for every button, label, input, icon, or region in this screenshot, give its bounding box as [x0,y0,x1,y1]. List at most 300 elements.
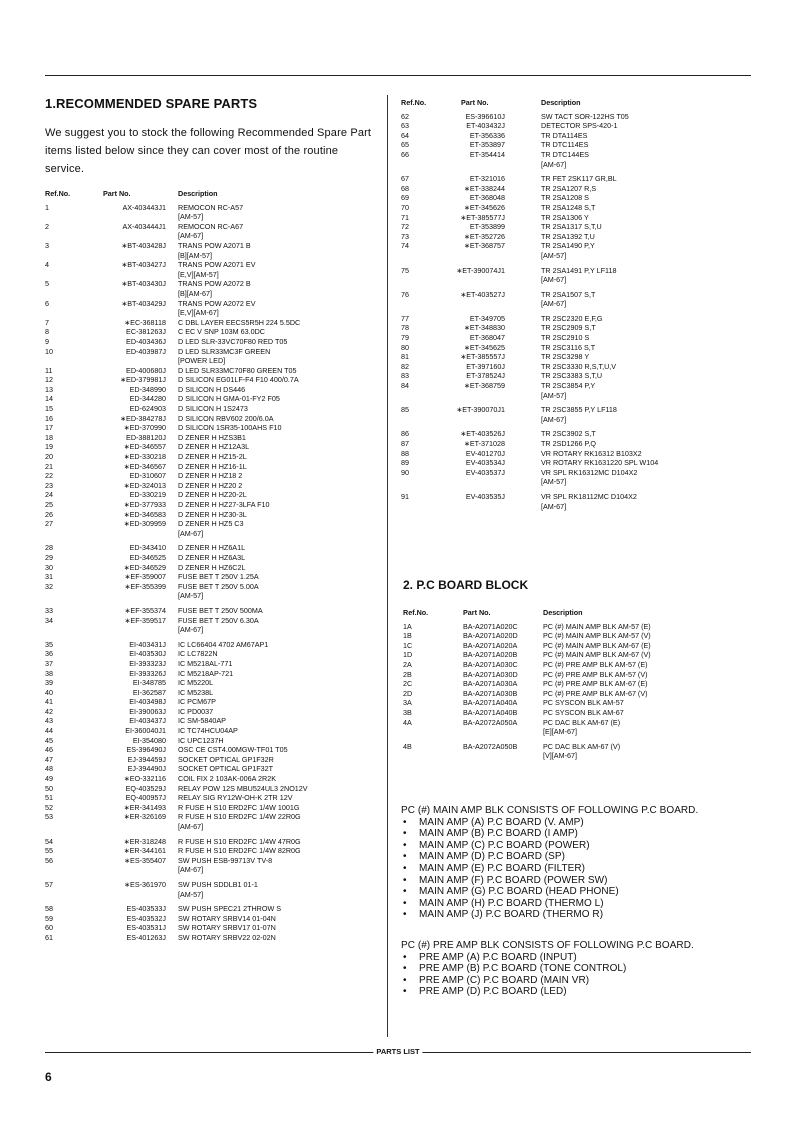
desc-cell: D ZENER H HZ15-2L [178,452,247,462]
ref-cell: 4 [45,260,49,270]
part-cell: BA-A2071A020D [463,631,518,641]
table-row [45,707,378,717]
table-row [45,837,378,847]
ref-cell: 87 [401,439,409,448]
table-row [45,510,378,520]
table-row [45,625,378,635]
table-row [403,708,743,718]
desc-cell: TR 2SC3330 R,S,T,U,V [541,361,617,371]
desc-cell: D ZENER H HZ6A1L [178,543,246,553]
table-row [401,468,751,478]
part-cell: ED-403987J [126,346,166,356]
table-row [401,429,751,439]
list-item: • MAIN AMP (C) P.C BOARD (POWER) [401,840,751,852]
ref-cell: 86 [401,429,409,439]
table-row [45,716,378,726]
part-cell: EC-381263J [126,327,166,337]
table-row [45,572,378,582]
desc-cell: PC (#) MAIN AMP BLK AM-57 (V) [543,631,651,641]
part-cell: BA-A2071A040B [463,707,518,717]
table-row [45,606,378,616]
table-row [45,563,378,573]
table-row [45,270,378,280]
table-row [45,543,378,553]
desc-cell: TR 2SA1491 P,Y LF118 [541,265,617,275]
desc-cell: C DBL LAYER EECS5R5H 224 5.5DC [178,317,301,327]
part-cell: EV-403537J [465,467,505,477]
table-row [45,462,378,472]
table-row [401,251,751,261]
part-cell: EI-403498J [129,697,166,707]
ref-cell: 2B [403,669,412,679]
part-cell: ∗ED-330218 [123,452,166,462]
part-cell: AX-403443J1 [122,202,166,212]
desc-cell: TR DTC114ES [541,140,589,150]
ref-cell: 69 [401,193,409,203]
ref-cell: 72 [401,222,409,232]
part-cell: ∗EO-332116 [123,774,166,784]
ref-cell: 75 [401,265,409,275]
desc-cell: TR 2SA1490 P,Y [541,241,595,251]
ref-cell: 26 [45,509,53,519]
desc-cell: RELAY POW 12S MBU524UL3 2NO12V [178,783,308,793]
table-row [401,275,751,285]
desc-cell: TRANS POW A2072 EV [178,298,256,308]
part-cell: ∗ET-385557J [460,352,505,362]
table-row [45,481,378,491]
ref-cell [45,591,77,601]
ref-cell: 14 [45,394,53,404]
table-row [403,679,743,689]
part-cell [77,308,166,318]
part-cell: ∗ED-346583 [123,509,166,519]
ref-cell: 1A [403,621,412,631]
part-cell: ∗ED-346529 [123,562,166,572]
part-cell: ED-343410 [129,543,166,553]
header-ref: Ref.No. [45,189,71,198]
table-row [401,160,751,170]
ref-cell: 40 [45,687,53,697]
table-row [401,193,751,203]
desc-cell: [E,V][AM-67] [178,308,219,318]
part-cell: ∗ET-368757 [463,241,505,251]
part-cell [433,251,505,261]
table-row [401,290,751,300]
desc-cell: D ZENER H HZ6A3L [178,552,246,562]
part-cell [77,529,166,539]
table-row [45,688,378,698]
list-item: • MAIN AMP (E) P.C BOARD (FILTER) [401,863,751,875]
table-row [403,622,743,632]
desc-cell: IC M5218AP-721 [178,668,234,678]
part-cell: ET-354414 [469,149,505,159]
table-row [45,822,378,832]
table-row [401,213,751,223]
desc-cell: [B][AM-67] [178,288,212,298]
desc-cell: FUSE BET T 250V 6.30A [178,615,259,625]
table-row [401,439,751,449]
part-cell: ∗EF-359517 [124,615,166,625]
part-cell: EI-354080 [132,735,166,745]
desc-cell: D ZENER H HZ27-3LFA F10 [178,500,270,509]
part-cell: ED-344280 [129,394,166,404]
table-row [45,222,378,232]
table-row [401,131,751,141]
desc-cell: IC SM-5840AP [178,716,226,726]
table-row [45,490,378,500]
desc-cell: SW PUSH SDDLB1 01-1 [178,879,258,889]
desc-cell: D ZENER H HZ16-1L [178,461,247,471]
section2-title: 2. P.C BOARD BLOCK [403,578,529,592]
table-row [45,433,378,443]
part-cell: EJ-394490J [127,764,166,774]
desc-cell: TR 2SA1306 Y [541,212,589,222]
part-cell: AX-403444J1 [122,221,166,231]
ref-cell: 91 [401,491,409,501]
table-row [401,492,751,502]
part-cell: ∗BT-403429J [121,298,166,308]
part-cell: ∗ER-341493 [123,802,166,812]
part-cell: ∗EF-355399 [124,581,166,591]
ref-cell: 79 [401,333,409,343]
table-row [403,718,743,728]
table-row [45,553,378,563]
part-cell: ET-397160J [466,361,505,371]
desc-cell: TR 2SC2910 S [541,333,590,343]
part-cell: ∗ES-361970 [124,879,166,889]
table-row [401,203,751,213]
table-row [45,347,378,357]
desc-cell: VR ROTARY RK1631220 SPL W104 [541,458,659,468]
desc-cell: [AM-67] [178,231,204,241]
desc-cell: TR DTA114ES [541,130,588,140]
part-cell: ∗ER-318248 [123,836,166,846]
ref-cell: 6 [45,298,49,308]
desc-cell: D SILICON H GMA-01-FY2 F05 [178,394,280,404]
desc-cell: IC PD0037 [178,706,214,716]
part-cell [433,415,505,425]
ref-cell [401,275,433,285]
header-desc: Description [541,98,581,107]
ref-cell: 37 [45,658,53,668]
table-row [401,502,751,512]
table-row [403,698,743,708]
part-cell: BA-A2071A040A [463,698,518,708]
part-cell: BA-A2071A030C [463,659,518,669]
ref-cell: 3A [403,698,412,708]
table-row [401,299,751,309]
ref-cell: 2 [45,221,49,231]
part-cell: EI-348785 [132,678,166,688]
table-row [401,405,751,415]
ref-cell [401,391,433,401]
ref-cell [403,751,463,761]
part-cell: BA-A2071A020A [463,640,518,650]
table-row [45,500,378,510]
ref-cell: 48 [45,764,53,774]
ref-cell: 12 [45,375,53,385]
desc-cell: D ZENER H HZ6C2L [178,562,246,572]
part-cell: EQ-400957J [125,793,166,803]
ref-cell: 81 [401,352,409,362]
ref-cell [45,625,77,635]
part-cell: ∗ET-338244 [463,183,505,193]
part-cell: ∗BT-403430J [121,279,166,289]
desc-cell: [AM-57] [541,390,567,400]
desc-cell: D LED SLR33MC3F GREEN [178,346,271,356]
ref-cell: 63 [401,121,409,131]
desc-cell: TR 2SC2909 S,T [541,323,596,333]
ref-cell: 28 [45,543,53,553]
ref-cell: 20 [45,452,53,462]
table-row [403,727,743,737]
desc-cell: [AM-57] [541,477,567,487]
ref-cell: 42 [45,706,53,716]
desc-cell: TR 2SC3298 Y [541,352,590,362]
ref-cell: 33 [45,605,53,615]
table-row [401,150,751,160]
section1-title: 1.RECOMMENDED SPARE PARTS [45,96,258,111]
part-cell: ES-403533J [126,904,166,914]
part-cell [77,356,166,366]
ref-cell: 34 [45,615,53,625]
desc-cell: D ZENER H HZ5 C3 [178,519,244,529]
desc-cell: VR SPL RK16312MC D104X2 [541,467,638,477]
ref-cell: 19 [45,442,53,452]
part-cell: ∗EC-368118 [124,317,166,327]
table-header [45,189,378,199]
ref-cell [403,727,463,737]
ref-cell: 66 [401,149,409,159]
part-cell: ∗ED-346567 [123,461,166,471]
table-row [403,670,743,680]
table-row [403,650,743,660]
desc-cell: TR 2SD1266 P,Q [541,439,596,448]
table-row [403,742,743,752]
ref-cell [401,299,433,309]
ref-cell: 82 [401,361,409,371]
ref-cell: 64 [401,130,409,140]
part-cell: ED-388120J [126,432,166,442]
desc-cell: FUSE BET T 250V 5.00A [178,581,259,591]
part-cell: ∗ER-344161 [123,846,166,856]
table-row [45,649,378,659]
desc-cell: PC (#) PRE AMP BLK AM-67 (V) [543,688,648,698]
part-cell [77,289,166,299]
part-cell: ED-400680J [126,365,166,375]
parts-table-right [401,98,751,511]
list-item: • PRE AMP (D) P.C BOARD (LED) [401,986,751,998]
part-cell: ED-310607 [129,471,166,481]
table-row [401,232,751,242]
desc-cell: IC LC66404 4702 AM67AP1 [178,639,269,649]
part-cell: ET-353897 [469,140,505,150]
ref-cell: 59 [45,913,53,923]
part-cell: ∗ED-346557 [123,442,166,452]
part-cell: ES-403532J [126,913,166,923]
table-row [401,352,751,362]
ref-cell: 88 [401,448,409,458]
desc-cell: FUSE BET T 250V 500MA [178,605,263,615]
part-cell: ∗EF-355374 [124,605,166,615]
part-cell: ∗ED-324013 [123,480,166,490]
part-cell: BA-A2071A020B [463,650,518,660]
desc-cell: D LED SLR33MC70F80 GREEN T05 [178,365,297,375]
desc-cell: D SILICON H 1S2473 [178,404,248,414]
table-row [45,923,378,933]
part-cell: ∗ET-345626 [463,202,505,212]
part-cell: ∗ER-326169 [123,812,166,822]
ref-cell: 80 [401,342,409,352]
main-amp-note [401,805,751,921]
part-cell: ED-348990 [129,384,166,394]
desc-cell: D ZENER H HZ12A3L [178,442,250,452]
part-cell: BA-A2071A030A [463,679,518,689]
desc-cell: PC (#) MAIN AMP BLK AM-67 (E) [543,640,651,650]
ref-cell: 2C [403,679,413,689]
header-part: Part No. [461,98,489,107]
header-part: Part No. [463,608,491,617]
part-cell: EJ-394459J [127,754,166,764]
desc-cell: TR 2SA1392 T,U [541,231,595,241]
desc-cell: IC UPC1237H [178,735,224,745]
table-row [45,640,378,650]
part-cell: EV-403534J [465,458,505,468]
ref-cell: 31 [45,572,53,582]
part-cell: EI-393326J [129,668,166,678]
desc-cell: IC M5218AL-771 [178,658,233,668]
desc-cell: TR 2SC3855 P,Y LF118 [541,405,617,415]
part-cell: BA-A2072A050B [463,741,518,751]
table-row [45,880,378,890]
part-cell: EI-360040J1 [125,726,166,736]
ref-cell: 27 [45,519,53,529]
part-cell: ES-403531J [126,923,166,933]
table-row [45,356,378,366]
desc-cell: REMOCON RC-A57 [178,202,244,212]
ref-cell [45,270,77,280]
table-row [45,260,378,270]
part-cell: BA-A2071A020C [463,621,518,631]
part-cell: EI-403530J [129,649,166,659]
ref-cell: 44 [45,726,53,736]
desc-cell: IC PCM67P [178,697,216,707]
table-row [45,366,378,376]
header-ref: Ref.No. [401,98,427,107]
part-cell [77,625,166,635]
part-cell: ∗BT-403427J [121,260,166,270]
desc-cell: SOCKET OPTICAL GP1F32T [178,764,274,774]
table-row [45,251,378,261]
table-row [45,452,378,462]
part-cell: ∗ET-371028 [463,439,505,448]
table-row [45,308,378,318]
part-cell: ED-346525 [129,552,166,562]
table-row [45,755,378,765]
part-cell [77,231,166,241]
table-row [45,327,378,337]
part-cell [77,251,166,261]
part-cell: EI-393323J [129,658,166,668]
desc-cell: TR 2SA1317 S,T,U [541,222,602,232]
desc-cell: [AM-67] [178,822,204,831]
ref-cell [45,356,77,366]
part-cell [77,865,166,875]
desc-cell: [B][AM-57] [178,250,212,260]
desc-cell: [AM-67] [178,625,204,635]
ref-cell: 32 [45,581,53,591]
part-cell: ET-356336 [469,130,505,140]
list-item: • MAIN AMP (F) P.C BOARD (POWER SW) [401,875,751,887]
part-cell: EI-362587 [132,687,166,697]
desc-cell: [AM-67] [541,299,567,309]
ref-cell [401,251,433,261]
ref-cell: 78 [401,323,409,333]
part-cell: ∗ET-368759 [463,381,505,391]
ref-cell [45,231,77,241]
desc-cell: PC (#) PRE AMP BLK AM-57 (E) [543,659,648,669]
desc-cell: [AM-57] [541,250,567,260]
table-row [401,362,751,372]
part-cell: ∗ET-390070J1 [456,405,505,415]
desc-cell: FUSE BET T 250V 1.25A [178,572,259,582]
part-cell: ES-396490J [126,745,166,755]
ref-cell: 84 [401,381,409,391]
table-row [45,582,378,592]
part-cell: EV-401270J [465,448,505,458]
desc-cell: D ZENER H HZ18 2 [178,471,243,481]
part-cell: ∗ED-370990 [123,423,166,433]
ref-cell: 21 [45,461,53,471]
desc-cell: [POWER LED] [178,356,226,366]
desc-cell: [AM-67] [541,501,567,511]
ref-cell: 23 [45,480,53,490]
ref-cell: 55 [45,846,53,856]
desc-cell: PC (#) PRE AMP BLK AM-67 (E) [543,679,648,689]
table-row [401,477,751,487]
table-row [45,616,378,626]
footer-label: PARTS LIST [373,1047,422,1056]
table-row [403,641,743,651]
ref-cell: 53 [45,812,53,822]
ref-cell [45,308,77,318]
ref-cell: 85 [401,405,409,415]
table-row [401,458,751,468]
table-row [45,375,378,385]
table-row [401,241,751,251]
part-cell: ES-396610J [465,111,505,121]
table-row [45,745,378,755]
table-row [45,793,378,803]
desc-cell: TR 2SC3854 P,Y [541,381,596,391]
ref-cell: 29 [45,552,53,562]
part-cell: ET-368047 [469,333,505,343]
desc-cell: TR DTC144ES [541,149,589,159]
desc-cell: TRANS POW A2071 B [178,240,251,250]
desc-cell: [AM-57] [178,889,204,899]
part-cell [433,275,505,285]
table-row [45,203,378,213]
desc-cell: R FUSE H S10 ERD2FC 1/4W 82R0G [178,846,301,856]
table-row [401,222,751,232]
table-header [401,98,751,108]
part-cell: ED-624903 [129,404,166,414]
page-number: 6 [45,1070,52,1084]
table-row [45,774,378,784]
desc-cell: OSC CE CST4.00MGW-TF01 T05 [178,745,288,755]
table-row [45,890,378,900]
desc-cell: IC M5220L [178,678,214,688]
